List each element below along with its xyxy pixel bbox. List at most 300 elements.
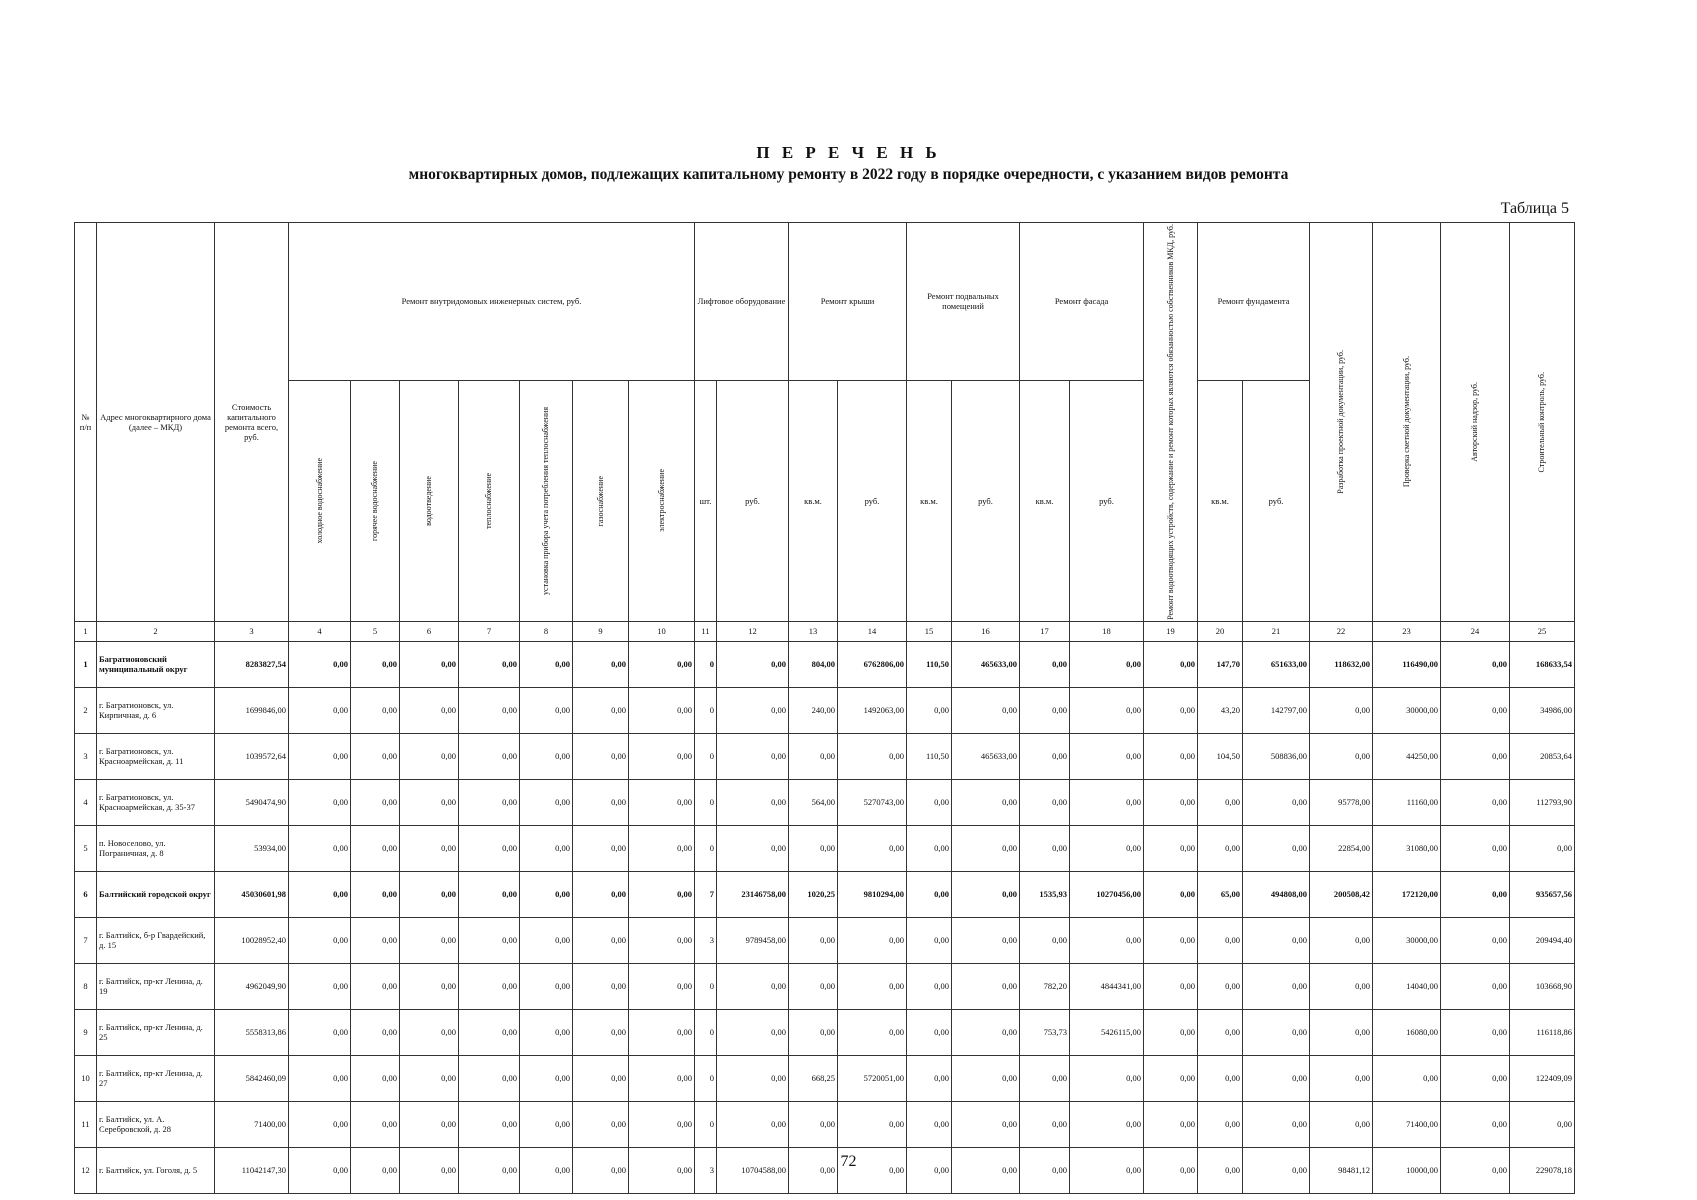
row-value: 10704588,00: [717, 1147, 789, 1193]
header-facade-rub: руб.: [1070, 380, 1144, 621]
row-value: 465633,00: [952, 733, 1020, 779]
row-value: 0,00: [629, 1009, 695, 1055]
row-value: 0,00: [789, 963, 838, 1009]
row-number: 10: [75, 1055, 97, 1101]
row-value: 0,00: [838, 825, 907, 871]
row-value: 0,00: [400, 871, 459, 917]
row-value: 34986,00: [1510, 687, 1575, 733]
row-value: 240,00: [789, 687, 838, 733]
row-value: 0,00: [1198, 917, 1243, 963]
row-value: 0,00: [289, 733, 351, 779]
row-value: 0,00: [1070, 917, 1144, 963]
row-value: 0,00: [289, 779, 351, 825]
row-value: 0,00: [1310, 1101, 1373, 1147]
column-number: 12: [717, 621, 789, 641]
row-value: 465633,00: [952, 641, 1020, 687]
row-value: 0,00: [573, 1147, 629, 1193]
row-value: 110,50: [907, 733, 952, 779]
row-value: 0,00: [907, 1055, 952, 1101]
row-value: 1492063,00: [838, 687, 907, 733]
column-number: 9: [573, 621, 629, 641]
row-value: 0,00: [573, 1009, 629, 1055]
column-number: 19: [1144, 621, 1198, 641]
row-value: 0,00: [1441, 917, 1510, 963]
row-address: Багратионовский муниципальный округ: [97, 641, 215, 687]
column-number: 8: [520, 621, 573, 641]
row-value: 71400,00: [1373, 1101, 1441, 1147]
row-value: 0,00: [400, 825, 459, 871]
row-value: 9810294,00: [838, 871, 907, 917]
row-value: 782,20: [1020, 963, 1070, 1009]
row-value: 0,00: [907, 963, 952, 1009]
row-value: 0,00: [789, 1009, 838, 1055]
row-value: 0,00: [1310, 1055, 1373, 1101]
row-value: 0,00: [952, 917, 1020, 963]
row-value: 494808,00: [1243, 871, 1310, 917]
row-value: 0,00: [1070, 641, 1144, 687]
row-value: 0,00: [629, 871, 695, 917]
row-value: 0,00: [1310, 687, 1373, 733]
row-value: 0,00: [351, 1055, 400, 1101]
row-value: 0,00: [1198, 1147, 1243, 1193]
row-value: 6762806,00: [838, 641, 907, 687]
row-value: 0,00: [351, 825, 400, 871]
row-value: 0,00: [1070, 779, 1144, 825]
row-value: 5490474,90: [215, 779, 289, 825]
row-value: 44250,00: [1373, 733, 1441, 779]
column-number: 15: [907, 621, 952, 641]
row-value: 0,00: [717, 1101, 789, 1147]
row-value: 14040,00: [1373, 963, 1441, 1009]
row-value: 112793,90: [1510, 779, 1575, 825]
header-heat-meter: установка прибора учета потребления теплоснабжения: [520, 380, 573, 621]
header-address: Адрес многоквартирного дома (далее – МКД): [97, 223, 215, 622]
row-value: 508836,00: [1243, 733, 1310, 779]
row-value: 0,00: [907, 779, 952, 825]
row-value: 118632,00: [1310, 641, 1373, 687]
row-value: 0,00: [400, 1101, 459, 1147]
row-value: 0,00: [351, 1147, 400, 1193]
row-value: 0,00: [1243, 963, 1310, 1009]
row-value: 0,00: [629, 1101, 695, 1147]
row-value: 0,00: [351, 871, 400, 917]
row-value: 0,00: [289, 1147, 351, 1193]
row-address: г. Балтийск, пр-кт Ленина, д. 27: [97, 1055, 215, 1101]
row-value: 0,00: [952, 871, 1020, 917]
row-value: 0,00: [1020, 687, 1070, 733]
row-value: 0,00: [1243, 917, 1310, 963]
table-row: [75, 963, 1575, 1009]
header-engineering: Ремонт внутридомовых инженерных систем, руб.: [289, 223, 695, 381]
row-value: 0,00: [1510, 1101, 1575, 1147]
document-title: П Е Р Е Ч Е Н Ь: [756, 143, 941, 162]
row-value: 11042147,30: [215, 1147, 289, 1193]
row-address: г. Багратионовск, ул. Красноармейская, д. 35-37: [97, 779, 215, 825]
row-address: п. Новоселово, ул. Пограничная, д. 8: [97, 825, 215, 871]
row-value: 168633,54: [1510, 641, 1575, 687]
header-basement-sqm: кв.м.: [907, 380, 952, 621]
row-value: 16080,00: [1373, 1009, 1441, 1055]
row-value: 0,00: [1243, 1147, 1310, 1193]
row-value: 65,00: [1198, 871, 1243, 917]
row-value: 0,00: [1243, 1101, 1310, 1147]
row-value: 0,00: [351, 687, 400, 733]
column-number: 13: [789, 621, 838, 641]
row-value: 0,00: [573, 1101, 629, 1147]
row-value: 0,00: [1144, 917, 1198, 963]
row-value: 0,00: [789, 1101, 838, 1147]
row-number: 2: [75, 687, 97, 733]
row-value: 98481,12: [1310, 1147, 1373, 1193]
row-value: 0: [695, 1055, 717, 1101]
row-value: 668,25: [789, 1055, 838, 1101]
row-value: 0,00: [459, 917, 520, 963]
row-value: 0,00: [289, 687, 351, 733]
row-value: 209494,40: [1510, 917, 1575, 963]
row-number: 8: [75, 963, 97, 1009]
header-facade-sqm: кв.м.: [1020, 380, 1070, 621]
table-row: [75, 1009, 1575, 1055]
row-value: 30000,00: [1373, 687, 1441, 733]
column-number: 5: [351, 621, 400, 641]
row-value: 43,20: [1198, 687, 1243, 733]
row-value: 0,00: [400, 733, 459, 779]
row-value: 0,00: [717, 963, 789, 1009]
row-value: 0,00: [1070, 1101, 1144, 1147]
row-value: 0,00: [1198, 1009, 1243, 1055]
row-value: 0,00: [1243, 1009, 1310, 1055]
row-value: 1020,25: [789, 871, 838, 917]
row-value: 5270743,00: [838, 779, 907, 825]
row-value: 229078,18: [1510, 1147, 1575, 1193]
row-value: 103668,90: [1510, 963, 1575, 1009]
row-value: 0,00: [1310, 963, 1373, 1009]
row-value: 0,00: [400, 1055, 459, 1101]
row-value: 0,00: [629, 917, 695, 963]
header-lift-pcs: шт.: [695, 380, 717, 621]
row-value: 147,70: [1198, 641, 1243, 687]
row-value: 0,00: [1441, 1009, 1510, 1055]
column-number: 24: [1441, 621, 1510, 641]
column-number: 1: [75, 621, 97, 641]
row-value: 0,00: [838, 917, 907, 963]
row-value: 0,00: [520, 963, 573, 1009]
row-value: 0,00: [952, 687, 1020, 733]
row-value: 0,00: [1020, 1147, 1070, 1193]
row-value: 0,00: [1441, 1055, 1510, 1101]
row-value: 0,00: [789, 733, 838, 779]
row-value: 0,00: [838, 733, 907, 779]
row-value: 0,00: [1070, 733, 1144, 779]
row-value: 0,00: [717, 1009, 789, 1055]
row-value: 0,00: [1144, 641, 1198, 687]
row-value: 31080,00: [1373, 825, 1441, 871]
row-value: 0,00: [1198, 1055, 1243, 1101]
row-value: 20853,64: [1510, 733, 1575, 779]
row-value: 0,00: [289, 917, 351, 963]
row-value: 0,00: [520, 825, 573, 871]
row-value: 0,00: [1070, 687, 1144, 733]
row-value: 0,00: [1243, 1055, 1310, 1101]
column-number: 11: [695, 621, 717, 641]
row-value: 0: [695, 1101, 717, 1147]
column-number: 18: [1070, 621, 1144, 641]
header-construction-control: Строительный контроль, руб.: [1510, 223, 1575, 622]
row-value: 23146758,00: [717, 871, 789, 917]
row-value: 1699846,00: [215, 687, 289, 733]
row-value: 0,00: [400, 1009, 459, 1055]
row-value: 0,00: [1310, 733, 1373, 779]
table-row: [75, 825, 1575, 871]
row-value: 0,00: [459, 825, 520, 871]
row-value: 5720051,00: [838, 1055, 907, 1101]
header-cold-water: холодное водоснабжение: [289, 380, 351, 621]
row-value: 5842460,09: [215, 1055, 289, 1101]
row-value: 0,00: [1020, 917, 1070, 963]
row-value: 0,00: [459, 1147, 520, 1193]
row-value: 0,00: [1020, 1055, 1070, 1101]
row-value: 0,00: [1020, 825, 1070, 871]
row-address: г. Балтийск, пр-кт Ленина, д. 19: [97, 963, 215, 1009]
column-number: 25: [1510, 621, 1575, 641]
row-value: 53934,00: [215, 825, 289, 871]
row-value: 0,00: [1198, 779, 1243, 825]
row-value: 4844341,00: [1070, 963, 1144, 1009]
row-value: 0,00: [629, 733, 695, 779]
row-address: г. Багратионовск, ул. Кирпичная, д. 6: [97, 687, 215, 733]
header-roof-rub: руб.: [838, 380, 907, 621]
column-number: 7: [459, 621, 520, 641]
row-value: 0,00: [1070, 1147, 1144, 1193]
row-value: 116490,00: [1373, 641, 1441, 687]
row-value: 753,73: [1020, 1009, 1070, 1055]
row-value: 0,00: [838, 1101, 907, 1147]
header-basement: Ремонт подвальных помещений: [907, 223, 1020, 381]
column-number: 16: [952, 621, 1020, 641]
table-row: [75, 917, 1575, 963]
row-address: г. Балтийск, пр-кт Ленина, д. 25: [97, 1009, 215, 1055]
row-value: 0,00: [1441, 641, 1510, 687]
row-value: 0,00: [1441, 963, 1510, 1009]
row-value: 3: [695, 917, 717, 963]
row-value: 0,00: [1144, 871, 1198, 917]
row-value: 935657,56: [1510, 871, 1575, 917]
row-value: 0,00: [520, 687, 573, 733]
row-value: 0,00: [1310, 1009, 1373, 1055]
row-address: Балтийский городской округ: [97, 871, 215, 917]
row-value: 0,00: [459, 641, 520, 687]
row-value: 0,00: [520, 779, 573, 825]
row-value: 0,00: [351, 963, 400, 1009]
row-value: 0,00: [907, 1101, 952, 1147]
row-value: 0,00: [1020, 641, 1070, 687]
table-row: [75, 1055, 1575, 1101]
row-value: 0,00: [351, 1101, 400, 1147]
row-value: 4962049,90: [215, 963, 289, 1009]
row-value: 0,00: [520, 871, 573, 917]
header-hot-water: горячее водоснабжение: [351, 380, 400, 621]
row-address: г. Багратионовск, ул. Красноармейская, д. 11: [97, 733, 215, 779]
row-value: 0,00: [459, 779, 520, 825]
row-value: 0,00: [1144, 1055, 1198, 1101]
row-value: 0,00: [629, 825, 695, 871]
row-value: 0,00: [1441, 825, 1510, 871]
row-value: 0,00: [289, 1009, 351, 1055]
header-electricity: электроснабжение: [629, 380, 695, 621]
row-value: 0,00: [1441, 687, 1510, 733]
row-value: 0,00: [629, 687, 695, 733]
row-value: 0,00: [400, 779, 459, 825]
row-value: 0,00: [459, 687, 520, 733]
row-value: 0,00: [1144, 687, 1198, 733]
row-value: 5426115,00: [1070, 1009, 1144, 1055]
row-value: 0,00: [1373, 1055, 1441, 1101]
row-value: 0,00: [573, 641, 629, 687]
row-value: 0,00: [629, 779, 695, 825]
row-value: 1535,93: [1020, 871, 1070, 917]
row-value: 0,00: [573, 1055, 629, 1101]
row-value: 0,00: [952, 1147, 1020, 1193]
table-row: [75, 641, 1575, 687]
row-value: 0,00: [289, 1101, 351, 1147]
header-num: № п/п: [75, 223, 97, 622]
row-value: 0,00: [717, 779, 789, 825]
header-cost: Стоимость капитального ремонта всего, руб.: [215, 223, 289, 622]
column-number: 17: [1020, 621, 1070, 641]
header-estimate-check: Проверка сметной документации, руб.: [1373, 223, 1441, 622]
row-value: 9789458,00: [717, 917, 789, 963]
row-value: 0,00: [717, 687, 789, 733]
row-value: 0,00: [1020, 1101, 1070, 1147]
row-value: 0,00: [952, 963, 1020, 1009]
row-value: 0,00: [573, 779, 629, 825]
row-value: 0,00: [629, 1147, 695, 1193]
row-value: 0,00: [400, 641, 459, 687]
document-subtitle: многоквартирных домов, подлежащих капитальному ремонту в 2022 году в порядке очередности, с указанием видов ремонта: [408, 166, 1289, 183]
table-label: Таблица 5: [1500, 200, 1569, 217]
row-value: 0,00: [573, 917, 629, 963]
header-lift-rub: руб.: [717, 380, 789, 621]
header-foundation-sqm: кв.м.: [1198, 380, 1243, 621]
repair-table: [74, 222, 1575, 1194]
row-number: 9: [75, 1009, 97, 1055]
row-value: 0,00: [400, 963, 459, 1009]
row-value: 0,00: [1198, 825, 1243, 871]
row-value: 0,00: [351, 641, 400, 687]
row-value: 22854,00: [1310, 825, 1373, 871]
row-value: 0,00: [351, 1009, 400, 1055]
table-row: [75, 779, 1575, 825]
row-value: 0,00: [520, 733, 573, 779]
column-number-row: [75, 621, 1575, 641]
row-value: 71400,00: [215, 1101, 289, 1147]
row-value: 0,00: [289, 963, 351, 1009]
header-facade: Ремонт фасада: [1020, 223, 1144, 381]
row-value: 0,00: [717, 1055, 789, 1101]
row-value: 0,00: [1441, 871, 1510, 917]
row-value: 0,00: [289, 871, 351, 917]
row-value: 0,00: [789, 1147, 838, 1193]
row-value: 0,00: [459, 733, 520, 779]
row-number: 7: [75, 917, 97, 963]
row-value: 651633,00: [1243, 641, 1310, 687]
column-number: 14: [838, 621, 907, 641]
column-number: 22: [1310, 621, 1373, 641]
row-value: 0: [695, 1009, 717, 1055]
row-value: 0,00: [289, 825, 351, 871]
row-value: 0: [695, 963, 717, 1009]
row-value: 0,00: [789, 825, 838, 871]
row-value: 0,00: [789, 917, 838, 963]
row-value: 116118,86: [1510, 1009, 1575, 1055]
row-value: 0,00: [1441, 733, 1510, 779]
header-gas: газоснабжение: [573, 380, 629, 621]
table-row: [75, 871, 1575, 917]
row-value: 0,00: [717, 641, 789, 687]
row-value: 0,00: [1441, 1147, 1510, 1193]
row-value: 0: [695, 779, 717, 825]
row-value: 11160,00: [1373, 779, 1441, 825]
row-value: 104,50: [1198, 733, 1243, 779]
row-value: 0,00: [400, 1147, 459, 1193]
row-value: 200508,42: [1310, 871, 1373, 917]
row-value: 0: [695, 733, 717, 779]
header-design-docs: Разработка проектной документации, руб.: [1310, 223, 1373, 622]
row-value: 0,00: [1144, 779, 1198, 825]
row-value: 0,00: [289, 641, 351, 687]
row-value: 0,00: [1310, 917, 1373, 963]
row-value: 564,00: [789, 779, 838, 825]
row-value: 3: [695, 1147, 717, 1193]
table-row: [75, 1101, 1575, 1147]
row-value: 110,50: [907, 641, 952, 687]
row-value: 0,00: [907, 687, 952, 733]
header-roof-sqm: кв.м.: [789, 380, 838, 621]
row-value: 0,00: [520, 1147, 573, 1193]
header-foundation: Ремонт фундамента: [1198, 223, 1310, 381]
header-roof: Ремонт крыши: [789, 223, 907, 381]
row-number: 5: [75, 825, 97, 871]
column-number: 3: [215, 621, 289, 641]
row-value: 0,00: [459, 1009, 520, 1055]
row-value: 0,00: [573, 825, 629, 871]
row-value: 0,00: [573, 733, 629, 779]
column-number: 2: [97, 621, 215, 641]
row-value: 122409,09: [1510, 1055, 1575, 1101]
header-lift: Лифтовое оборудование: [695, 223, 789, 381]
row-number: 6: [75, 871, 97, 917]
table-row: [75, 687, 1575, 733]
row-value: 8283827,54: [215, 641, 289, 687]
column-number: 20: [1198, 621, 1243, 641]
header-basement-rub: руб.: [952, 380, 1020, 621]
row-value: 0,00: [629, 1055, 695, 1101]
row-value: 10270456,00: [1070, 871, 1144, 917]
row-value: 0,00: [907, 917, 952, 963]
row-value: 0,00: [1198, 963, 1243, 1009]
row-value: 0,00: [907, 1009, 952, 1055]
row-value: 0,00: [952, 825, 1020, 871]
row-value: 0,00: [717, 825, 789, 871]
header-heating: теплоснабжение: [459, 380, 520, 621]
row-value: 0,00: [952, 1055, 1020, 1101]
header-author-supervision: Авторский надзор, руб.: [1441, 223, 1510, 622]
row-value: 0,00: [907, 1147, 952, 1193]
row-value: 0,00: [1441, 1101, 1510, 1147]
header-drain: водоотведение: [400, 380, 459, 621]
row-address: г. Балтийск, б-р Гвардейский, д. 15: [97, 917, 215, 963]
row-value: 142797,00: [1243, 687, 1310, 733]
